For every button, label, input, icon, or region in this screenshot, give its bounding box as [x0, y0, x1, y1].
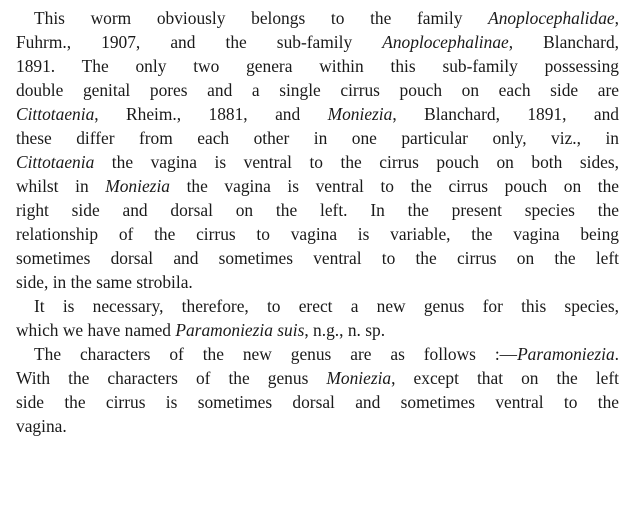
text-run: Fuhrm., 1907, and the sub-family — [16, 32, 383, 52]
text-run: whilst in — [16, 176, 106, 196]
italic-term: Moniezia — [327, 104, 393, 124]
text-run: With the characters of the genus — [16, 368, 327, 388]
text-line — [16, 174, 619, 198]
text-line — [34, 294, 619, 318]
text-run: the vagina is ventral to the cirrus pouch on both sides, — [94, 152, 619, 172]
text-run: . — [614, 344, 619, 364]
text-line — [34, 342, 619, 366]
text-line — [16, 54, 619, 78]
italic-term: Anoplocephalinae — [382, 32, 509, 52]
text-line — [16, 30, 619, 54]
italic-term: Cittotaenia — [16, 152, 95, 172]
text-run: vagina. — [16, 416, 67, 436]
text-line — [16, 102, 619, 126]
text-run: It is necessary, therefore, to erect a new genus for this species, — [34, 296, 619, 316]
text-run: right side and dorsal on the left. In the present species the — [16, 200, 619, 220]
text-run: The characters of the new genus are as follows :— — [34, 344, 518, 364]
text-line — [16, 414, 619, 438]
text-line — [16, 198, 619, 222]
text-line — [16, 270, 619, 294]
text-run: side, in the same strobila. — [16, 272, 193, 292]
text-run: relationship of the cirrus to vagina is variable, the vagina being — [16, 224, 619, 244]
text-line — [16, 78, 619, 102]
text-run: , except that on the left — [391, 368, 620, 388]
italic-term: Cittotaenia — [16, 104, 95, 124]
text-line — [16, 126, 619, 150]
text-line — [34, 6, 619, 30]
text-run: which we have named — [16, 320, 176, 340]
text-run: , Blanchard, 1891, and — [392, 104, 619, 124]
text-line — [16, 366, 619, 390]
italic-term: Moniezia — [326, 368, 392, 388]
text-line — [16, 318, 619, 342]
text-run: the vagina is ventral to the cirrus pouch on the — [169, 176, 619, 196]
text-run: 1891. The only two genera within this sub-family possessing — [16, 56, 619, 76]
text-run: This worm obviously belongs to the family — [34, 8, 489, 28]
text-run: , n.g., n. sp. — [304, 320, 386, 340]
text-run: , Rheim., 1881, and — [94, 104, 328, 124]
text-line — [16, 150, 619, 174]
text-line — [16, 246, 619, 270]
text-run: double genital pores and a single cirrus pouch on each side are — [16, 80, 619, 100]
italic-term: Moniezia — [105, 176, 170, 196]
text-run: , — [614, 8, 619, 28]
text-run: sometimes dorsal and sometimes ventral to the cirrus on the left — [16, 248, 619, 268]
italic-term: Paramoniezia suis — [175, 320, 305, 340]
text-run: side the cirrus is sometimes dorsal and sometimes ventral to the — [16, 392, 619, 412]
text-run: these differ from each other in one particular only, viz., in — [16, 128, 619, 148]
italic-term: Paramoniezia — [517, 344, 615, 364]
text-run: , Blanchard, — [508, 32, 619, 52]
italic-term: Anoplocephalidae — [488, 8, 615, 28]
text-line — [16, 390, 619, 414]
text-line — [16, 222, 619, 246]
